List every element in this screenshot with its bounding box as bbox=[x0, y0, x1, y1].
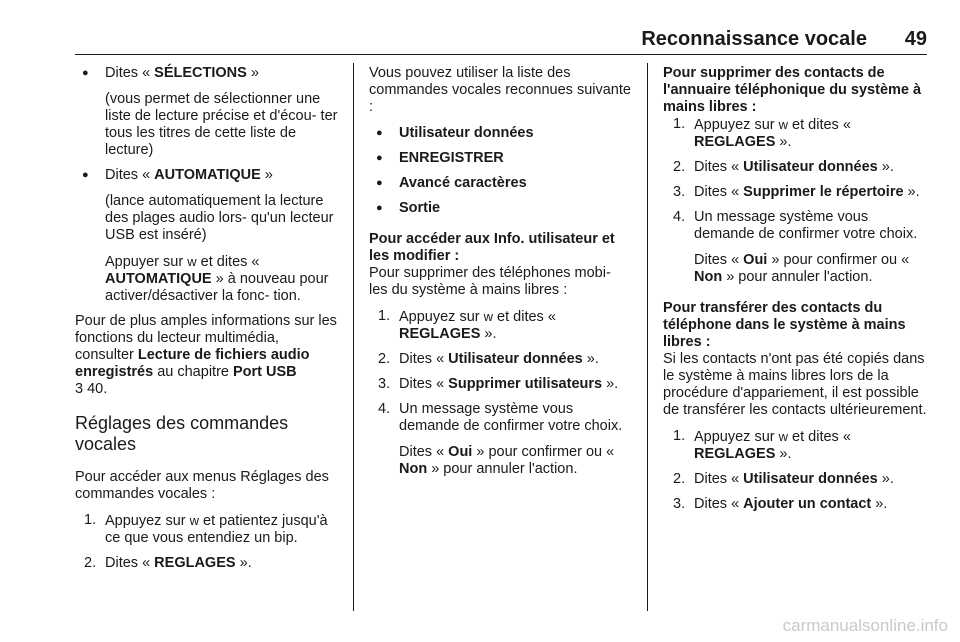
watermark: carmanualsonline.info bbox=[782, 616, 948, 635]
page-reference-arrow-icon: 3 bbox=[75, 381, 84, 397]
step-1: 1. Appuyez sur w et patientez jusqu'à ce que vous entendiez un bip. bbox=[84, 512, 328, 546]
step-2: 2. Dites « Utilisateur données ». bbox=[378, 351, 599, 367]
step-3: 3. Dites « Ajouter un contact ». bbox=[673, 496, 888, 512]
page-title: Reconnaissance vocale bbox=[641, 28, 867, 50]
step-2: 2. Dites « REGLAGES ». bbox=[84, 555, 252, 571]
command-item: ● Avancé caractères bbox=[369, 175, 632, 192]
step-2: 2. Dites « Utilisateur données ». bbox=[673, 159, 894, 175]
voice-command-icon: w bbox=[778, 429, 789, 444]
sub-heading: Pour transférer des contacts du téléphone dans le système à mains libres : bbox=[663, 300, 906, 350]
sub-heading: Pour supprimer des contacts de l'annuaire téléphonique du système à mains libres : bbox=[663, 65, 922, 115]
step-4: 4. Un message système vous demande de confirmer votre choix. Dites « Oui » pour confirmer ou « Non » pour annuler l'action. bbox=[373, 401, 632, 478]
section-heading: Réglages des commandes vocales bbox=[75, 413, 289, 454]
voice-command-icon: w bbox=[778, 117, 789, 132]
column-3 bbox=[663, 65, 928, 521]
voice-command-icon: w bbox=[189, 513, 200, 528]
intro-text: Vous pouvez utiliser la liste des commandes vocales reconnues suivante : bbox=[369, 65, 631, 115]
command-item: ● Sortie bbox=[369, 200, 632, 217]
step-1: 1. Appuyez sur w et dites « REGLAGES ». bbox=[673, 428, 851, 462]
step-3: 3. Dites « Supprimer utilisateurs ». bbox=[378, 376, 619, 392]
column-divider-2 bbox=[647, 63, 648, 611]
bullet-description: (vous permet de sélectionner une liste de lecture précise et d'écou- ter tous les titres de cette liste de lecture) bbox=[105, 91, 338, 158]
step-note: Dites « Oui » pour confirmer ou « Non » pour annuler l'action. bbox=[399, 444, 615, 477]
bullet-note: Appuyer sur w et dites « AUTOMATIQUE » à nouveau pour activer/désactiver la fonc- tion. bbox=[105, 254, 329, 304]
command-item: ● ENREGISTRER bbox=[369, 150, 632, 167]
bullet-description: (lance automatiquement la lecture des plages audio lors- qu'un lecteur USB est inséré) bbox=[105, 193, 334, 243]
step-1: 1. Appuyez sur w et dites « REGLAGES ». bbox=[378, 308, 556, 342]
bullet-automatique: ● Dites « AUTOMATIQUE » (lance automatiquement la lecture des plages audio lors- qu'un lecteur USB est inséré) Appuyer sur w et dites « AUTOMATIQUE » à nouveau pour activer/désactiver la fonc- tion. bbox=[75, 167, 338, 305]
sub-text: Pour supprimer des téléphones mobi- les du système à mains libres : bbox=[369, 265, 611, 298]
step-4: 4. Un message système vous demande de confirmer votre choix. Dites « Oui » pour confirmer ou « Non » pour annuler l'action. bbox=[668, 209, 928, 286]
page-number: 49 bbox=[904, 28, 927, 50]
intro-text: Pour accéder aux menus Réglages des commandes vocales : bbox=[75, 469, 329, 502]
body-text: Si les contacts n'ont pas été copiés dans le système à mains libres lors de la procédure d'appariement, il est possible de transférer les contacts ultérieurement. bbox=[663, 351, 927, 418]
step-1: 1. Appuyez sur w et dites « REGLAGES ». bbox=[673, 116, 851, 150]
bullet-selections: ● Dites « SÉLECTIONS » (vous permet de sélectionner une liste de lecture précise et d'écou- ter tous les titres de cette liste de lecture) bbox=[75, 65, 338, 159]
step-note: Dites « Oui » pour confirmer ou « Non » pour annuler l'action. bbox=[694, 252, 910, 285]
voice-command-icon: w bbox=[483, 309, 494, 324]
voice-command-icon: w bbox=[187, 254, 197, 269]
column-2 bbox=[369, 65, 632, 486]
command-item: ● Utilisateur données bbox=[369, 125, 632, 142]
column-1 bbox=[75, 65, 338, 580]
info-paragraph: Pour de plus amples informations sur les fonctions du lecteur multimédia, consulter Lecture de fichiers audio enregistrés au chapitre Port USB 3 40. bbox=[75, 313, 337, 397]
page-header bbox=[75, 27, 927, 55]
step-3: 3. Dites « Supprimer le répertoire ». bbox=[673, 184, 920, 200]
step-2: 2. Dites « Utilisateur données ». bbox=[673, 471, 894, 487]
sub-heading: Pour accéder aux Info. utilisateur et les modifier : bbox=[369, 231, 615, 264]
column-divider-1 bbox=[353, 63, 354, 611]
